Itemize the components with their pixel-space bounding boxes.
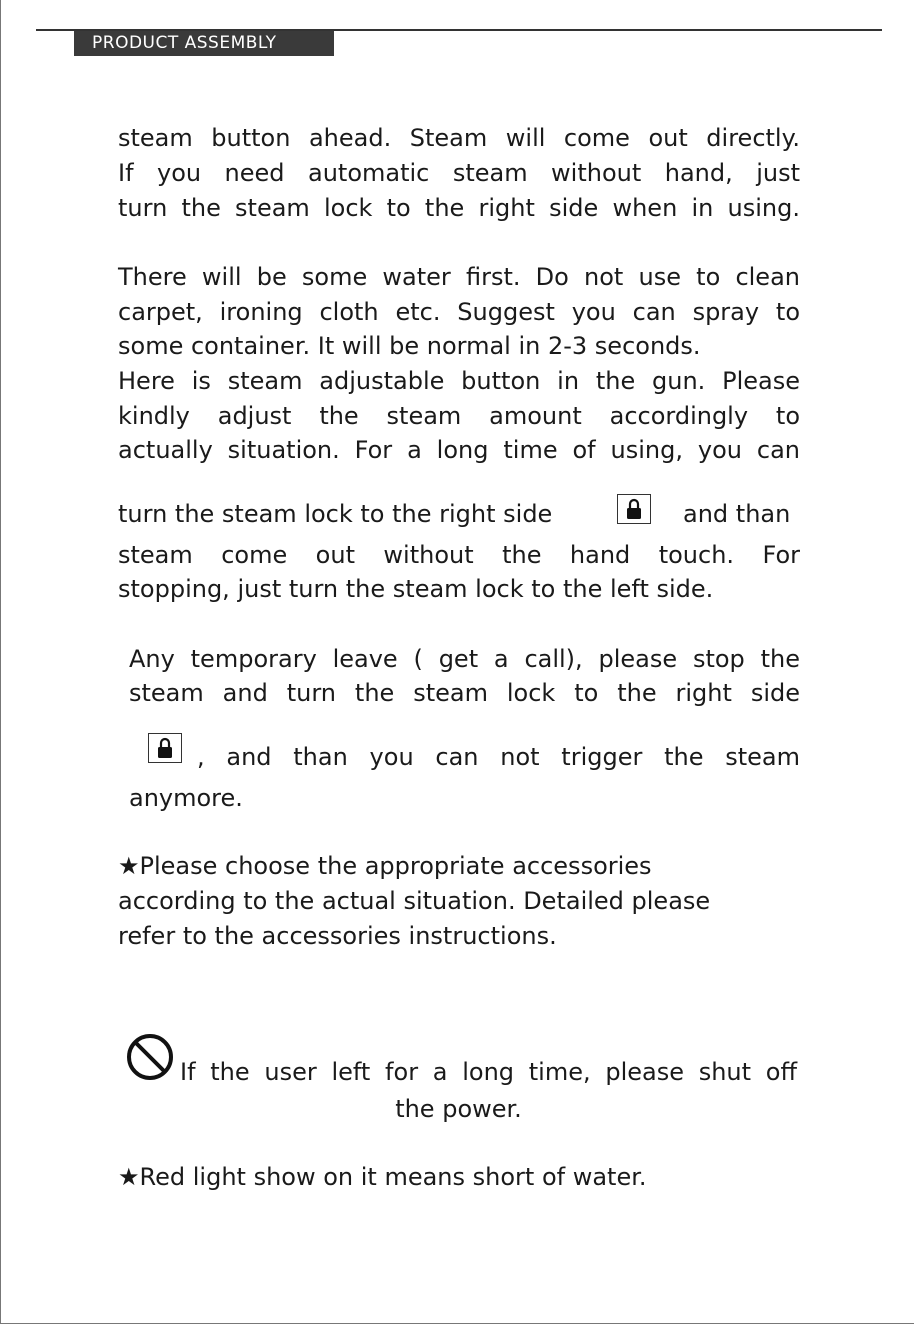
p1-line-2: If you need automatic steam without hand, just <box>118 159 800 187</box>
prohibition-icon <box>125 1032 175 1086</box>
p2-line-1: There will be some water first. Do not use to clean <box>118 263 800 291</box>
section-header: PRODUCT ASSEMBLY <box>74 31 334 56</box>
p2-line-3: some container. It will be normal in 2-3 seconds. <box>118 332 701 360</box>
p5-line-1: ★Please choose the appropriate accessories <box>118 852 652 880</box>
padlock-icon <box>148 733 182 763</box>
p3-line-2: steam come out without the hand touch. For <box>118 541 800 569</box>
p2-line-2: carpet, ironing cloth etc. Suggest you can spray to <box>118 298 800 326</box>
p1-line-1: steam button ahead. Steam will come out directly. <box>118 124 800 152</box>
p2-line-4: Here is steam adjustable button in the gun. Please <box>118 367 800 395</box>
warning-line-1: If the user left for a long time, please shut off <box>180 1058 797 1086</box>
p2-line-5: kindly adjust the steam amount accordingly to <box>118 402 800 430</box>
p6-line: ★Red light show on it means short of water. <box>118 1163 647 1191</box>
p3-line-3: stopping, just turn the steam lock to the left side. <box>118 575 714 603</box>
p3-line-1-after: and than <box>683 500 791 528</box>
padlock-icon <box>617 494 651 524</box>
p3-line-1-before: turn the steam lock to the right side <box>118 500 553 528</box>
p2-line-6: actually situation. For a long time of using, you can <box>118 436 800 464</box>
p4-line-3: , and than you can not trigger the steam <box>197 743 800 771</box>
p5-line-3: refer to the accessories instructions. <box>118 922 557 950</box>
warning-line-2: the power. <box>395 1095 522 1123</box>
p1-line-3: turn the steam lock to the right side when in using. <box>118 194 800 222</box>
p5-line-2: according to the actual situation. Detailed please <box>118 887 711 915</box>
p4-line-1: Any temporary leave ( get a call), please stop the <box>129 645 800 673</box>
p4-line-2: steam and turn the steam lock to the right side <box>129 679 800 707</box>
p4-line-4: anymore. <box>129 784 243 812</box>
